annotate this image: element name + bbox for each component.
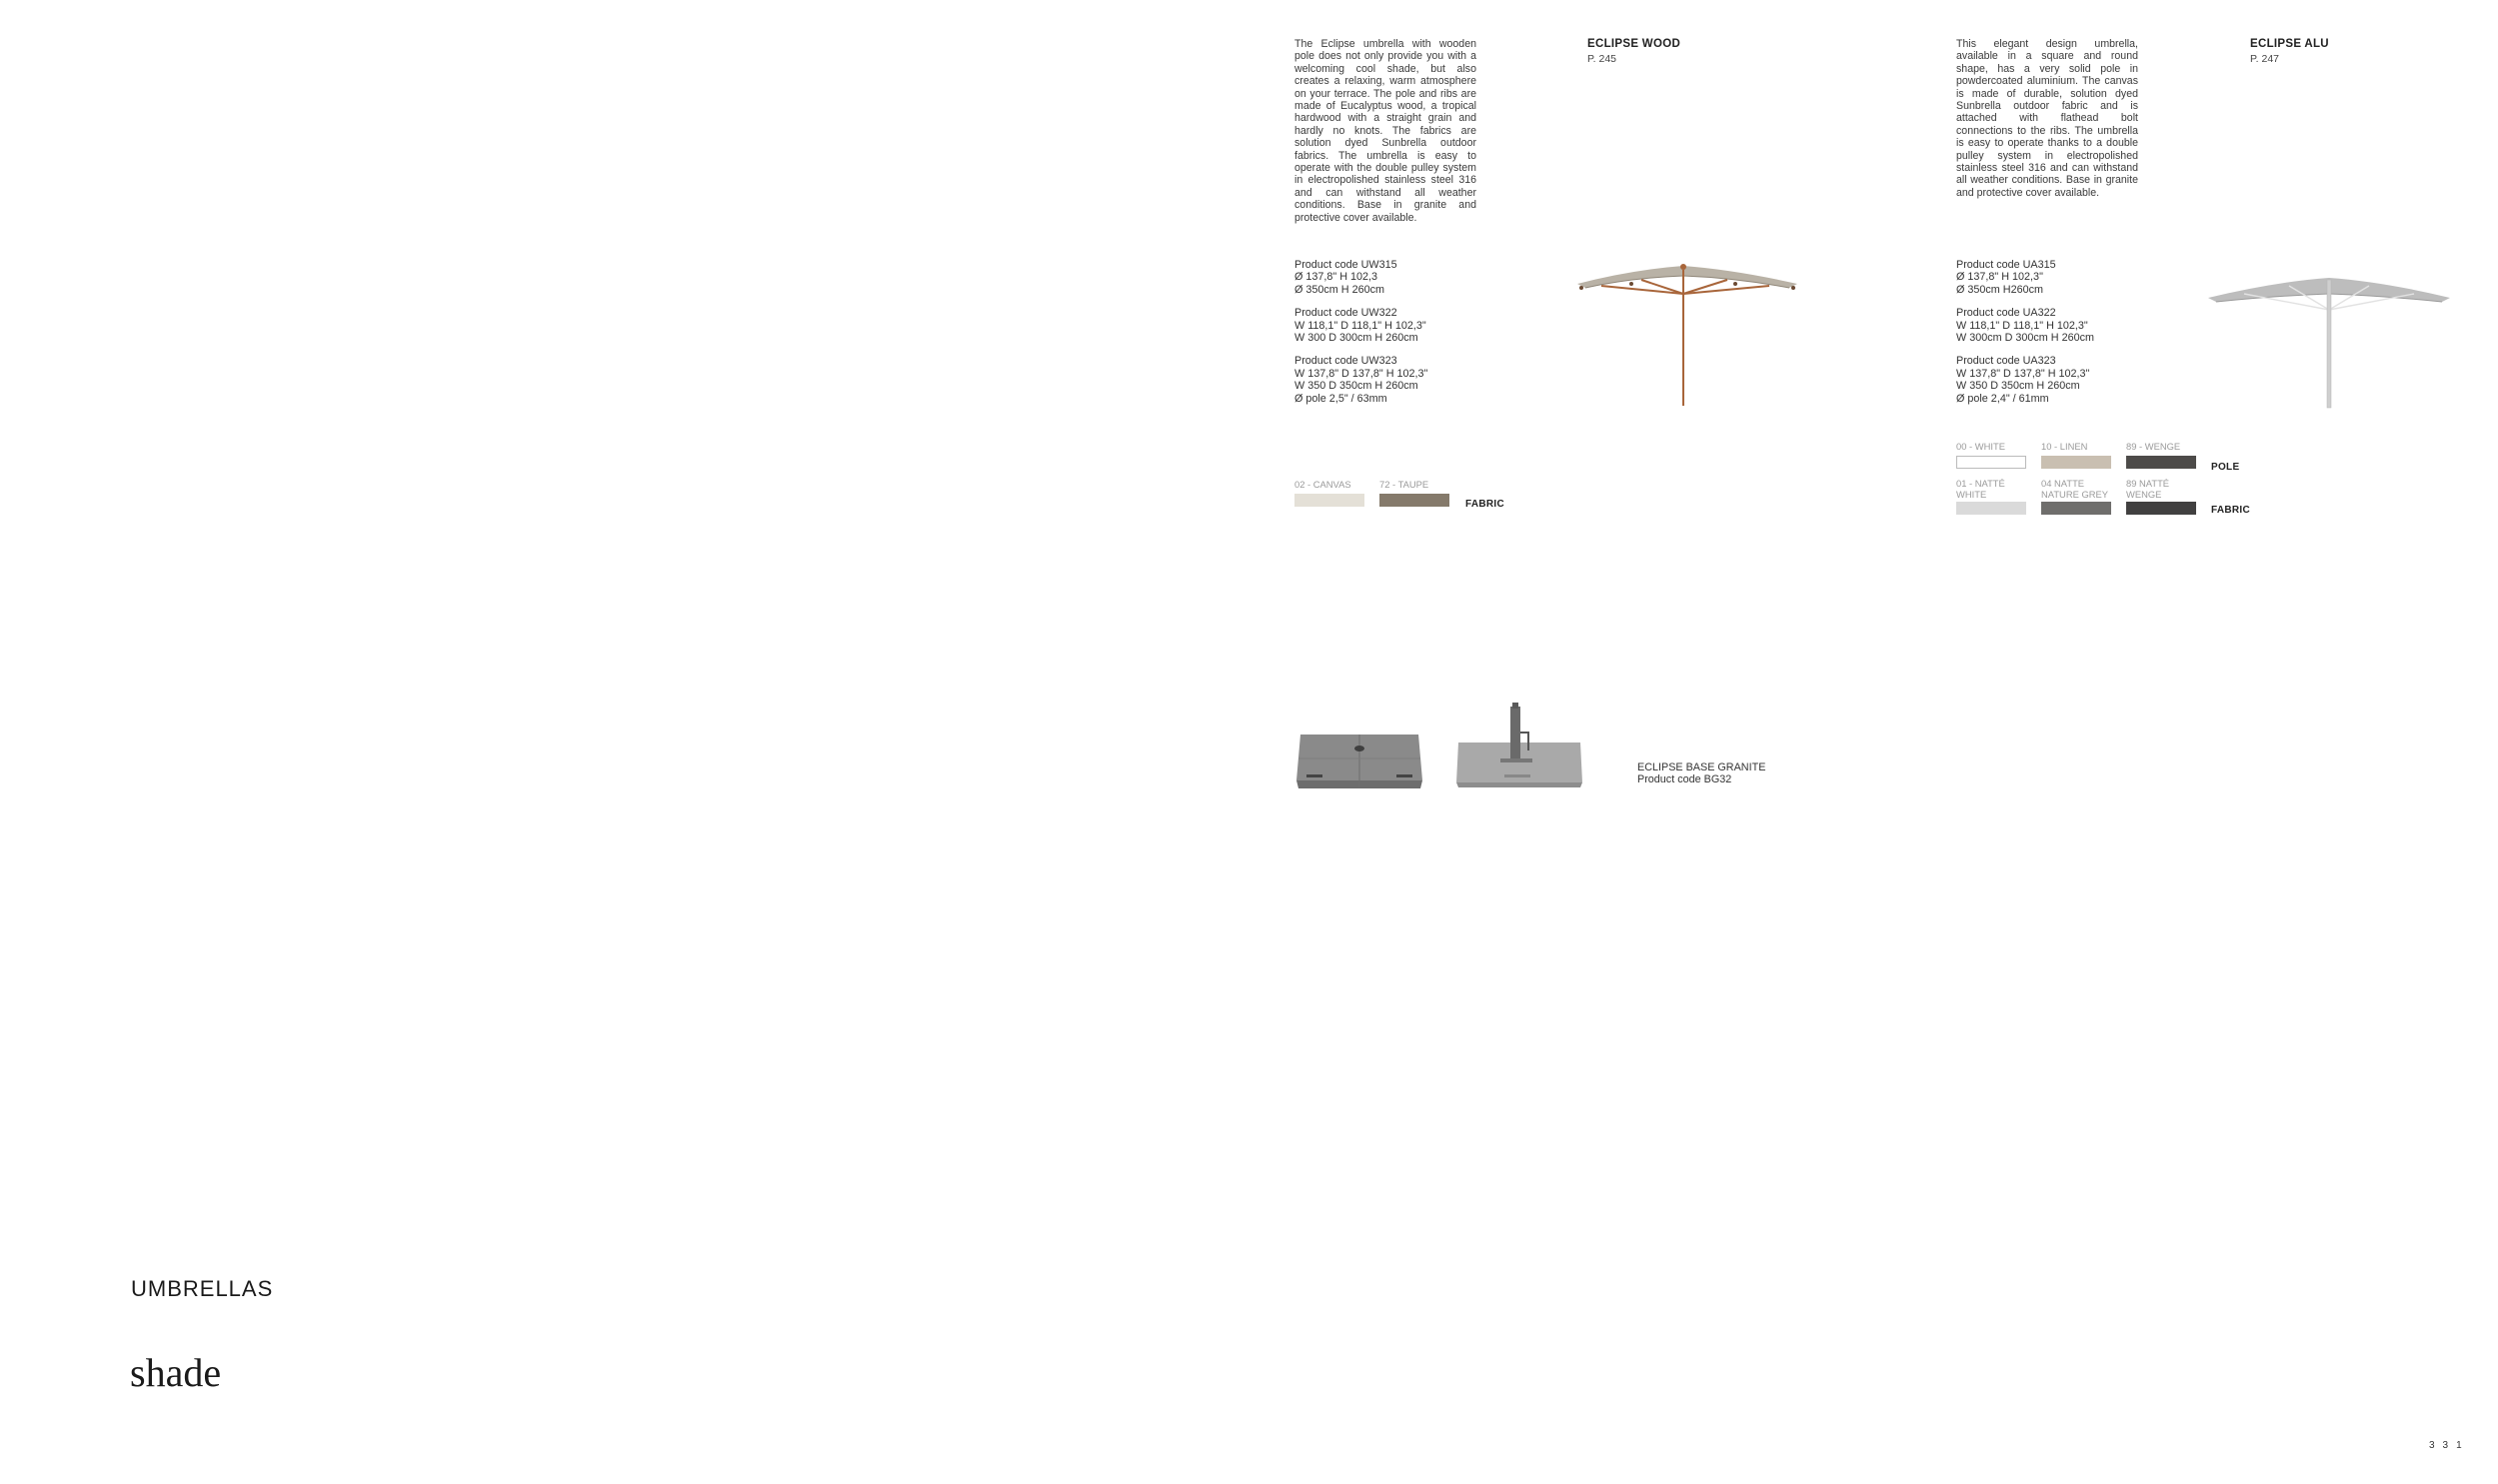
swatch-color — [1379, 494, 1449, 507]
wood-product-codes — [1294, 259, 1427, 416]
code-line: W 137,8" D 137,8" H 102,3" — [1294, 367, 1428, 380]
swatch-label: 00 - WHITE — [1956, 441, 2005, 452]
page-number: 331 — [2429, 1440, 2470, 1451]
alu-fabric-label: FABRIC — [2211, 505, 2251, 516]
swatch-label: 89 - WENGE — [2126, 441, 2181, 452]
code-line: W 118,1" D 118,1" H 102,3" — [1956, 319, 2088, 332]
wood-code-group — [1294, 307, 1427, 344]
alu-heading — [2250, 38, 2329, 65]
wood-fabric-swatch-canvas[interactable] — [1294, 479, 1364, 507]
granite-base-image — [1294, 725, 1424, 789]
code-line: Product code UA322 — [1956, 307, 2056, 320]
alu-pole-swatch-wenge[interactable] — [2126, 441, 2196, 469]
granite-base-code: Product code BG32 — [1637, 773, 1732, 786]
wood-heading — [1587, 38, 1680, 65]
alu-title: ECLIPSE ALU — [2250, 38, 2329, 50]
alu-code-group — [1956, 355, 2094, 405]
code-line: W 300 D 300cm H 260cm — [1294, 332, 1418, 345]
alu-fabric-swatch-nature-grey[interactable] — [2041, 478, 2116, 515]
code-line: Ø 350cm H 260cm — [1294, 283, 1385, 296]
code-line: Ø pole 2,5" / 63mm — [1294, 392, 1387, 405]
swatch-color — [2126, 502, 2196, 515]
code-line: Ø 350cm H260cm — [1956, 283, 2044, 296]
granite-base-with-pole-image — [1454, 703, 1584, 787]
eclipse-alu-umbrella-image — [2204, 270, 2454, 410]
alu-fabric-swatch-natte-white[interactable] — [1956, 478, 2031, 515]
code-line: W 350 D 350cm H 260cm — [1294, 380, 1418, 393]
code-line: Ø pole 2,4" / 61mm — [1956, 392, 2049, 405]
alu-product-codes — [1956, 259, 2094, 416]
code-line: W 350 D 350cm H 260cm — [1956, 380, 2080, 393]
swatch-color — [1956, 502, 2026, 515]
swatch-color — [2126, 456, 2196, 469]
alu-pole-label: POLE — [2211, 462, 2240, 473]
alu-pole-swatch-white[interactable] — [1956, 441, 2026, 469]
swatch-label: 10 - LINEN — [2041, 441, 2088, 452]
code-line: W 137,8" D 137,8" H 102,3" — [1956, 367, 2090, 380]
swatch-label: 02 - CANVAS — [1294, 479, 1351, 490]
category-subtitle: shade — [130, 1350, 222, 1395]
alu-code-group — [1956, 307, 2094, 344]
code-line: Product code UA315 — [1956, 259, 2056, 271]
category-title: UMBRELLAS — [131, 1276, 274, 1301]
code-line: Product code UA323 — [1956, 355, 2056, 368]
swatch-label: 01 - NATTÉ WHITE — [1956, 478, 2005, 500]
granite-base-title: ECLIPSE BASE GRANITE — [1637, 761, 1766, 773]
wood-description: The Eclipse umbrella with wooden pole does not only provide you with a welcoming cool shade, but also creates a relaxing, warm atmosphere on your terrace. The pole and ribs are made of Eucalyptus wood, a tropical hardwood with a straight grain and hardly no knots. The fabrics are solution dyed Sunbrella outdoor fabrics. The umbrella is easy to operate with the double pulley system in electropolished stainless steel 316 and can withstand all weather conditions. Base in granite and protective cover available. — [1294, 38, 1476, 224]
swatch-label: 72 - TAUPE — [1379, 479, 1429, 490]
wood-page-ref[interactable]: P. 245 — [1587, 53, 1617, 65]
swatch-color — [1956, 456, 2026, 469]
alu-page-ref[interactable]: P. 247 — [2250, 53, 2280, 65]
swatch-color — [2041, 456, 2111, 469]
wood-fabric-label: FABRIC — [1465, 499, 1505, 510]
alu-description: This elegant design umbrella, available in a square and round shape, has a very solid pole in powdercoated aluminium. The canvas is made of durable, solution dyed Sunbrella outdoor fabric and is attached with flathead bolt connections to the ribs. The umbrella is easy to operate thanks to a double pulley system in electropolished stainless steel 316 and can withstand all weather conditions. Base in granite and protective cover available. — [1956, 38, 2138, 199]
code-line: Product code UW315 — [1294, 259, 1397, 271]
swatch-color — [2041, 502, 2111, 515]
wood-fabric-swatch-taupe[interactable] — [1379, 479, 1449, 507]
code-line: Ø 137,8" H 102,3" — [1956, 271, 2043, 284]
alu-code-group — [1956, 259, 2094, 296]
swatch-label: 04 NATTE NATURE GREY — [2041, 478, 2109, 500]
alu-pole-swatch-linen[interactable] — [2041, 441, 2111, 469]
code-line: Product code UW322 — [1294, 307, 1397, 320]
code-line: W 300cm D 300cm H 260cm — [1956, 332, 2095, 345]
code-line: Product code UW323 — [1294, 355, 1397, 368]
swatch-color — [1294, 494, 1364, 507]
wood-code-group — [1294, 259, 1427, 296]
wood-code-group — [1294, 355, 1427, 405]
granite-base-info — [1637, 761, 1765, 786]
code-line: W 118,1" D 118,1" H 102,3" — [1294, 319, 1426, 332]
wood-title: ECLIPSE WOOD — [1587, 38, 1681, 50]
swatch-label: 89 NATTÉ WENGE — [2126, 478, 2170, 500]
alu-fabric-swatch-natte-wenge[interactable] — [2126, 478, 2201, 515]
code-line: Ø 137,8" H 102,3 — [1294, 271, 1378, 284]
eclipse-wood-umbrella-image — [1571, 258, 1803, 408]
